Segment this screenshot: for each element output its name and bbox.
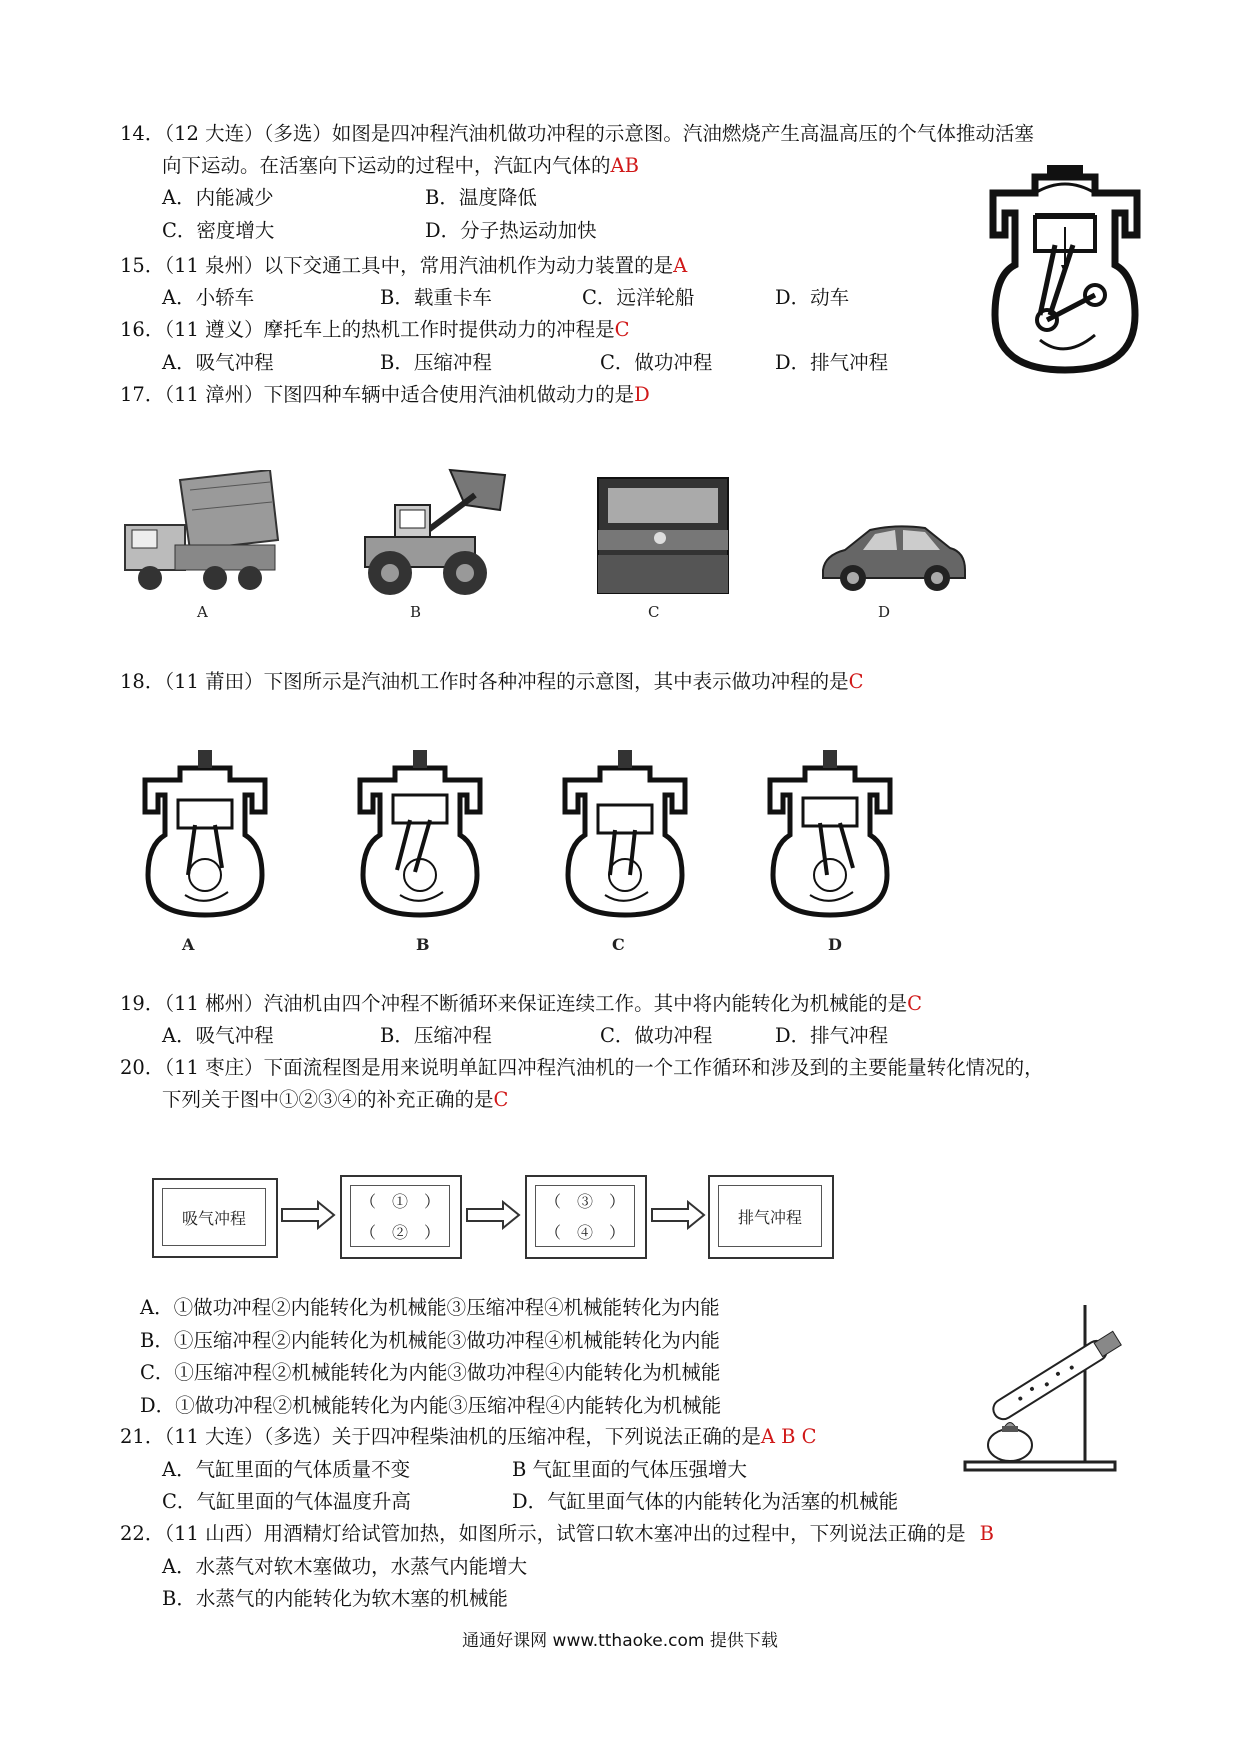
vehicle-label-c: C	[648, 603, 660, 621]
q20-option-c: C．①压缩冲程②机械能转化为内能③做功冲程④内能转化为机械能	[140, 1361, 721, 1384]
q18-stem: 18．（11 莆田）下图所示是汽油机工作时各种冲程的示意图，其中表示做功冲程的是C	[120, 670, 864, 693]
vehicle-label-b: B	[410, 603, 422, 621]
q22-stem: 22．（11 山西）用酒精灯给试管加热，如图所示，试管口软木塞冲出的过程中，下列说法正确的是 B	[120, 1522, 994, 1545]
q20-option-b: B．①压缩冲程②内能转化为机械能③做功冲程④机械能转化为内能	[140, 1329, 720, 1352]
q17-answer: D	[634, 383, 650, 406]
q21-answer: A B C	[760, 1425, 817, 1448]
q21-option-c: C．气缸里面的气体温度升高	[162, 1490, 411, 1513]
q14-option-c: C．密度增大	[162, 219, 275, 242]
stroke-label-a: A	[182, 935, 195, 954]
q14-stem-line2: 向下运动。在活塞向下运动的过程中，汽缸内气体的AB	[162, 154, 639, 177]
q16-option-a: A．吸气冲程	[162, 351, 274, 374]
q19-option-d: D．排气冲程	[775, 1024, 889, 1047]
q15-stem: 15．（11 泉州）以下交通工具中，常用汽油机作为动力装置的是A	[120, 254, 688, 277]
flow-slot-2: （ ② ）	[359, 1223, 440, 1242]
stroke-diagram-b	[355, 750, 485, 920]
q14-option-a: A．内能减少	[162, 186, 274, 209]
dump-truck-image	[120, 470, 280, 600]
q14-option-b: B．温度降低	[425, 186, 537, 209]
flow-slot-1: （ ① ）	[359, 1192, 440, 1211]
vehicle-label-a: A	[197, 603, 208, 621]
flow-box-3	[525, 1175, 647, 1259]
vehicle-label-d: D	[878, 603, 891, 621]
test-tube-heating-apparatus	[955, 1300, 1130, 1475]
q19-stem: 19．（11 郴州）汽油机由四个冲程不断循环来保证连续工作。其中将内能转化为机械能的是C	[120, 992, 922, 1015]
q16-option-c: C．做功冲程	[600, 351, 713, 374]
q21-stem: 21．（11 大连）（多选）关于四冲程柴油机的压缩冲程，下列说法正确的是A B C	[120, 1425, 817, 1448]
q20-stem-line1: 20．（11 枣庄）下面流程图是用来说明单缸四冲程汽油机的一个工作循环和涉及到的主要能量转化情况的，	[120, 1056, 1044, 1079]
q14-stem-line1: 14．（12 大连）（多选）如图是四冲程汽油机做功冲程的示意图。汽油燃烧产生高温高压的个气体推动活塞	[120, 122, 1034, 145]
q14-answer: AB	[610, 154, 639, 177]
q19-option-a: A．吸气冲程	[162, 1024, 274, 1047]
q17-stem: 17．（11 漳州）下图四种车辆中适合使用汽油机做动力的是D	[120, 383, 650, 406]
flow-arrow-3	[650, 1200, 706, 1230]
q21-option-b: B 气缸里面的气体压强增大	[512, 1458, 748, 1481]
q15-option-d: D．动车	[775, 286, 850, 309]
stroke-label-c: C	[612, 935, 625, 954]
car-image	[815, 520, 970, 595]
q15-option-a: A．小轿车	[162, 286, 255, 309]
flow-box-2	[340, 1175, 462, 1259]
q21-option-a: A．气缸里面的气体质量不变	[162, 1458, 411, 1481]
flow-slot-3: （ ③ ）	[544, 1192, 625, 1211]
flow-arrow-1	[280, 1200, 336, 1230]
q16-option-d: D．排气冲程	[775, 351, 889, 374]
q18-answer: C	[848, 670, 864, 693]
stroke-diagram-c	[560, 750, 690, 920]
q19-option-b: B．压缩冲程	[380, 1024, 492, 1047]
flow-box-1-label: 吸气冲程	[162, 1188, 266, 1246]
flow-box-4	[708, 1175, 834, 1259]
page-footer: 通通好课网 www.tthaoke.com 提供下载	[462, 1631, 778, 1651]
wheel-loader-image	[355, 465, 515, 600]
q20-stem-line2: 下列关于图中①②③④的补充正确的是C	[162, 1088, 509, 1111]
q20-answer: C	[493, 1088, 509, 1111]
q22-answer: B	[979, 1522, 994, 1545]
flow-slot-4: （ ④ ）	[544, 1223, 625, 1242]
q19-answer: C	[907, 992, 922, 1015]
stroke-label-b: B	[416, 935, 430, 954]
q21-option-d: D．气缸里面气体的内能转化为活塞的机械能	[512, 1490, 899, 1513]
q16-stem: 16．（11 遵义）摩托车上的热机工作时提供动力的冲程是C	[120, 318, 630, 341]
q15-option-b: B．载重卡车	[380, 286, 492, 309]
q14-option-d: D．分子热运动加快	[425, 219, 597, 242]
q15-answer: A	[673, 254, 688, 277]
flow-box-4-label: 排气冲程	[718, 1185, 822, 1247]
q16-option-b: B．压缩冲程	[380, 351, 492, 374]
q22-option-a: A．水蒸气对软木塞做功，水蒸气内能增大	[162, 1555, 528, 1578]
engine-diagram-q14	[985, 165, 1145, 380]
flow-box-1	[152, 1178, 278, 1258]
flow-box-3-inner	[535, 1185, 635, 1247]
flow-box-2-inner	[350, 1185, 450, 1247]
q15-option-c: C．远洋轮船	[582, 286, 695, 309]
q19-option-c: C．做功冲程	[600, 1024, 713, 1047]
q20-option-d: D．①做功冲程②机械能转化为内能③压缩冲程④内能转化为机械能	[140, 1394, 722, 1417]
stroke-label-d: D	[828, 935, 842, 954]
q20-option-a: A．①做功冲程②内能转化为机械能③压缩冲程④机械能转化为内能	[140, 1296, 720, 1319]
stroke-diagram-d	[765, 750, 895, 920]
train-image	[590, 470, 735, 595]
stroke-diagram-a	[140, 750, 270, 920]
q16-answer: C	[614, 318, 630, 341]
q22-option-b: B．水蒸气的内能转化为软木塞的机械能	[162, 1587, 508, 1610]
flow-arrow-2	[465, 1200, 521, 1230]
